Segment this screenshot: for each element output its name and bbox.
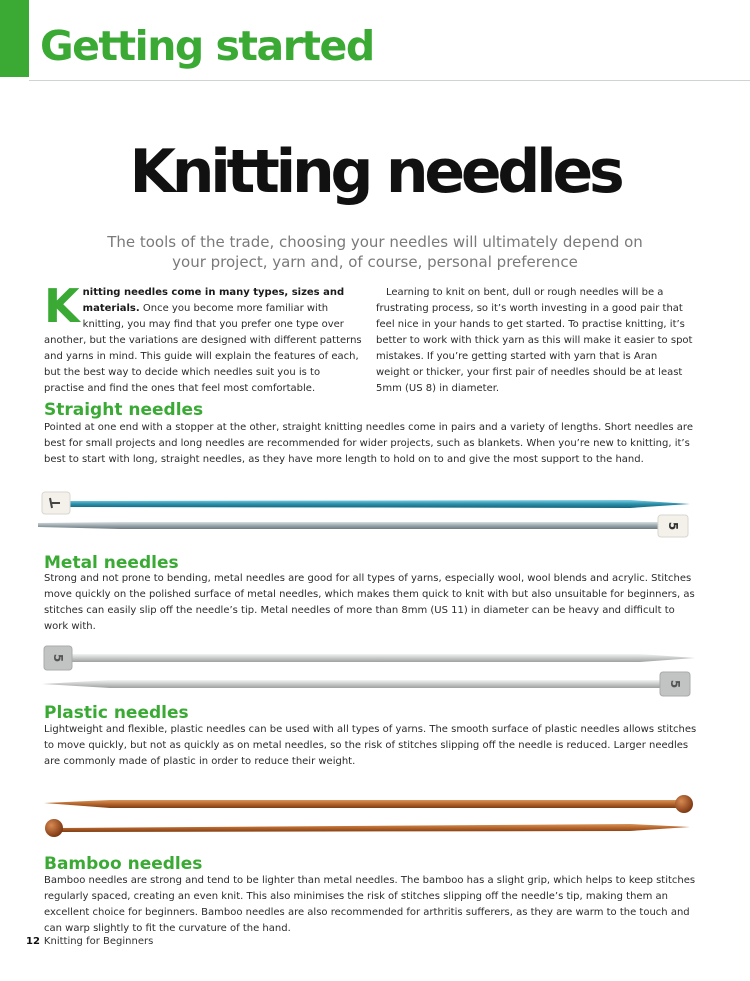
section-color-tab (0, 0, 29, 77)
intro-column-right: Learning to knit on bent, dull or rough needles will be a frustrating process, so it’s worth investing in a good pair that feel nice in your hands to get started. To practise knitting, it’s better to work with thick yarn as this will make it easier to spot mistakes. If you’re getting started with yarn that is Aran weight or thicker, your first pair of needles should be at least 5mm (US 8) in diameter. (376, 287, 693, 394)
page-number: 12 (26, 936, 40, 947)
needle-size-label: 5 (51, 653, 65, 663)
needle-size-label: 5 (666, 521, 680, 531)
text-straight-needles: Pointed at one end with a stopper at the other, straight knitting needles come in pairs and a variety of lengths. Short needles are best for small projects and long needles are recommended for wider projects, such as blankets. When you’re new to knitting, it’s best to start with long, straight needles, as they have more length to hold on to and give the most support to the hand. (44, 422, 693, 465)
text-plastic-needles: Lightweight and flexible, plastic needles can be used with all types of yarns. The smooth surface of plastic needles allows stitches to move quickly, but not as quickly as on metal needles, so the risk of stitches slipping off the needle is reduced. Larger needles are commonly made of plastic in order to reduce their weight. (44, 724, 697, 767)
heading-straight-needles: Straight needles (44, 400, 204, 420)
article-title: Knitting needles (129, 137, 621, 207)
straight-needles-image (30, 488, 720, 548)
intro-lead: nitting needles come in many types, sizes and materials. (82, 287, 345, 314)
publication-name: Knitting for Beginners (43, 936, 154, 947)
drop-cap: K (44, 279, 80, 333)
section-title: Getting started (40, 22, 374, 70)
heading-metal-needles: Metal needles (44, 553, 179, 573)
heading-plastic-needles: Plastic needles (44, 703, 189, 723)
metal-needles-image (30, 640, 720, 700)
header-rule (29, 80, 750, 81)
text-bamboo-needles: Bamboo needles are strong and tend to be lighter than metal needles. The bamboo has a slight grip, which helps to keep stitches regularly spaced, creating an even knit. This also minimises the risk of stitches slipping off the needle’s tip, making them an excellent choice for beginners. Bamboo needles are also recommended for arthritis sufferers, as they are warm to the touch and can warp slightly to fit the curvature of the hand. (44, 875, 696, 934)
plastic-needles-image (30, 786, 720, 846)
intro-left-text: Once you become more familiar with knitting, you may find that you prefer one type over another, but the variations are designed with different patterns and yarns in mind. This guide will explain the features of each, but the best way to decide which needles suit you is to practise and find the ones that feel most comfortable. (44, 303, 362, 394)
text-metal-needles: Strong and not prone to bending, metal needles are good for all types of yarns, especially wool, wool blends and acrylic. Stitches move quickly on the polished surface of metal needles, which makes them quick to knit with but also unsuitable for beginners, as stitches can easily slip off the needle’s tip. Metal needles of more than 8mm (US 11) in diameter can be heavy and difficult to work with. (44, 573, 695, 632)
needle-size-label: 5 (668, 679, 682, 689)
intro-column-left (44, 279, 362, 397)
page-footer (26, 936, 153, 948)
standfirst: The tools of the trade, choosing your needles will ultimately depend on your project, yarn and, of course, personal preference (107, 233, 643, 271)
heading-bamboo-needles: Bamboo needles (44, 854, 203, 874)
